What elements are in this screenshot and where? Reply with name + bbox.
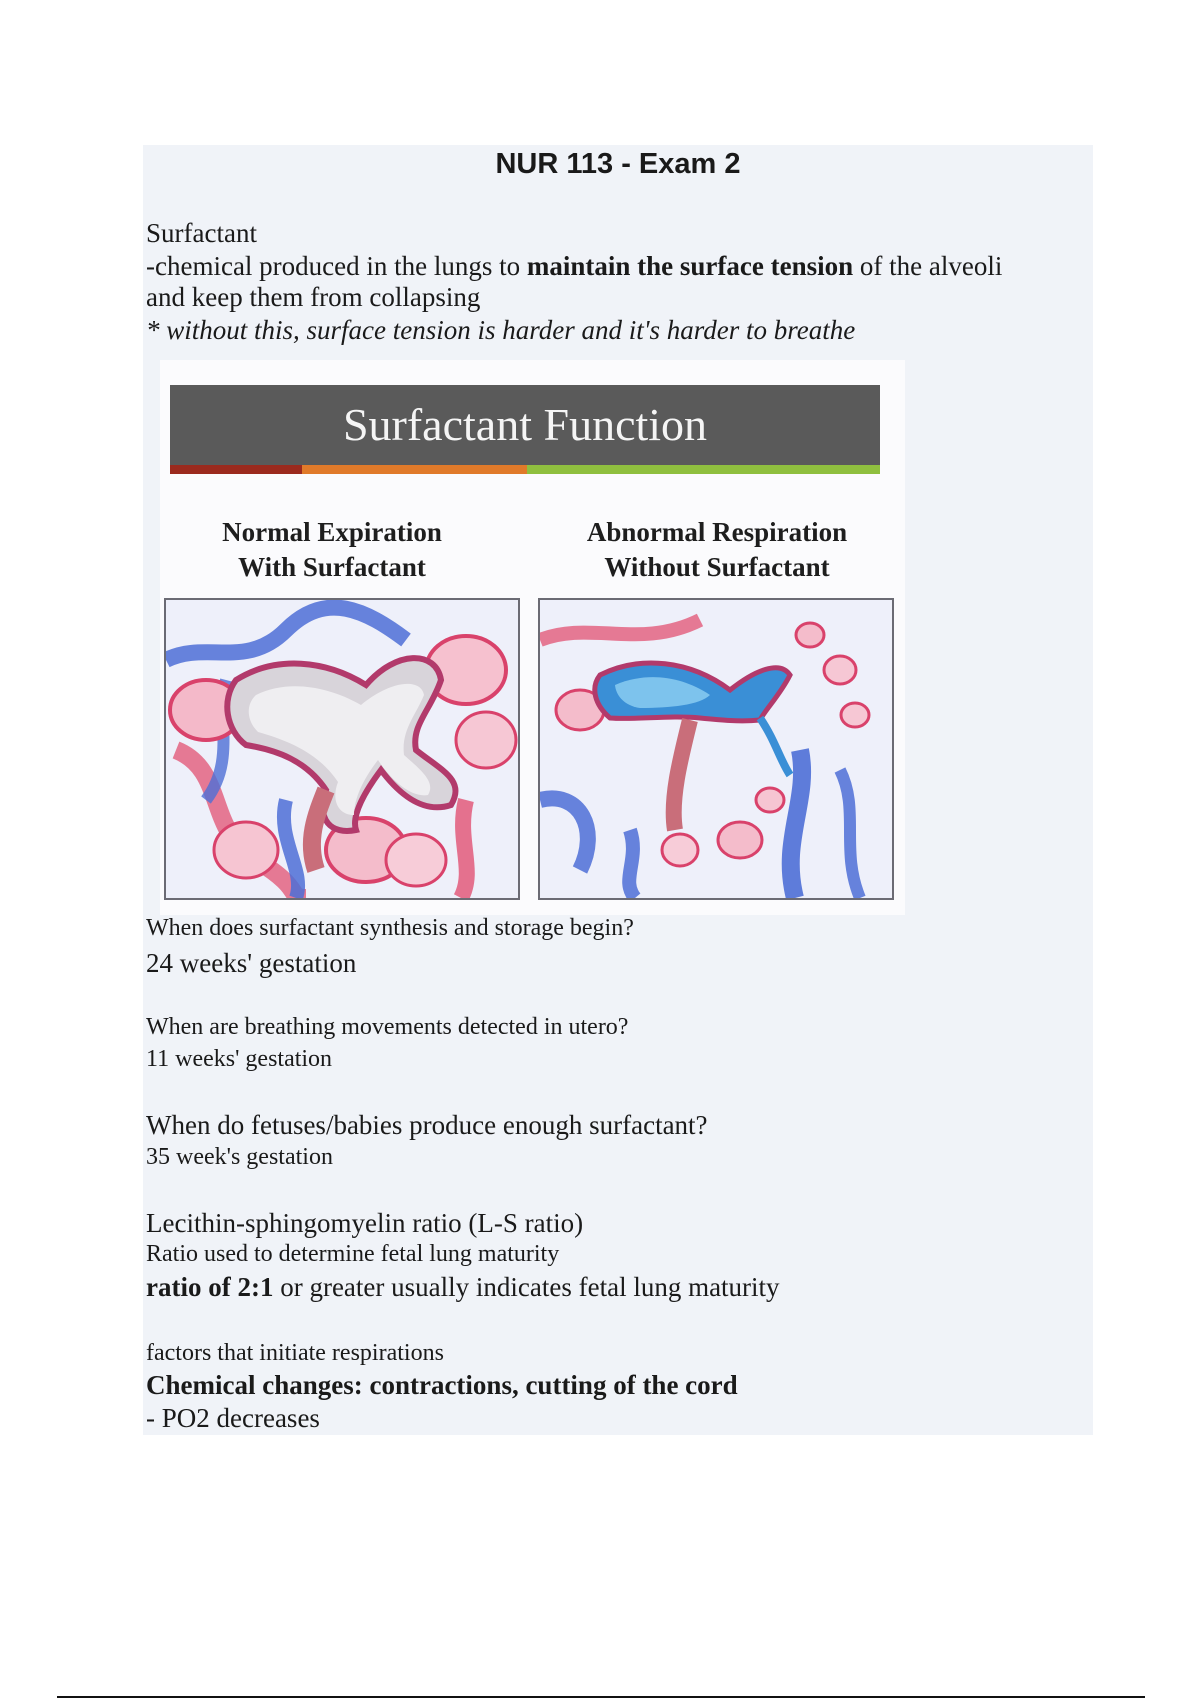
alveoli-open-drawing [166, 600, 518, 898]
figure-caption-right [532, 515, 902, 585]
caption-left-line1: Normal Expiration [222, 517, 442, 547]
caption-right-line1: Abnormal Respiration [586, 517, 848, 547]
qa-answer-2: 11 weeks' gestation [146, 1046, 333, 1072]
surfactant-definition-line2: and keep them from collapsing [146, 282, 481, 312]
ls-ratio-heading: Lecithin-sphingomyelin ratio (L-S ratio) [146, 1208, 584, 1238]
bottom-divider [57, 1696, 1145, 1698]
figure-caption-left [162, 515, 502, 585]
ls-ratio-description: Ratio used to determine fetal lung maturity [146, 1241, 560, 1267]
maturity-rest: or greater usually indicates fetal lung maturity [273, 1272, 780, 1302]
alveoli-without-surfactant-illustration [538, 598, 894, 900]
alveoli-collapsed-drawing [540, 600, 892, 898]
maturity-bold: ratio of 2:1 [146, 1272, 274, 1302]
qa-question-3: When do fetuses/babies produce enough surfactant? [146, 1110, 708, 1140]
surfactant-definition [146, 251, 1002, 282]
chemical-changes: Chemical changes: contractions, cutting of the cord [146, 1370, 738, 1400]
definition-prefix: -chemical produced in the lungs to [146, 251, 527, 281]
po2-decreases: - PO2 decreases [146, 1403, 320, 1433]
qa-answer-3: 35 week's gestation [146, 1144, 333, 1170]
surfactant-function-figure [160, 360, 905, 915]
figure-stripe-red [170, 465, 302, 474]
caption-left-line2: With Surfactant [238, 552, 426, 582]
figure-stripe-green [527, 465, 880, 474]
qa-answer-1: 24 weeks' gestation [146, 948, 357, 978]
ls-ratio-maturity [146, 1272, 780, 1303]
respirations-heading: factors that initiate respirations [146, 1340, 444, 1366]
definition-suffix: of the alveoli [853, 251, 1003, 281]
definition-bold: maintain the surface tension [526, 251, 854, 281]
surfactant-note: * without this, surface tension is harder and it's harder to breathe [146, 315, 856, 345]
document-title: NUR 113 - Exam 2 [495, 148, 741, 180]
alveoli-with-surfactant-illustration [164, 598, 520, 900]
caption-right-line2: Without Surfactant [604, 552, 830, 582]
figure-stripe-orange [302, 465, 527, 474]
figure-banner-title: Surfactant Function [170, 385, 880, 465]
surfactant-heading: Surfactant [146, 218, 257, 248]
qa-question-2: When are breathing movements detected in utero? [146, 1014, 629, 1040]
qa-question-1: When does surfactant synthesis and storage begin? [146, 915, 634, 941]
